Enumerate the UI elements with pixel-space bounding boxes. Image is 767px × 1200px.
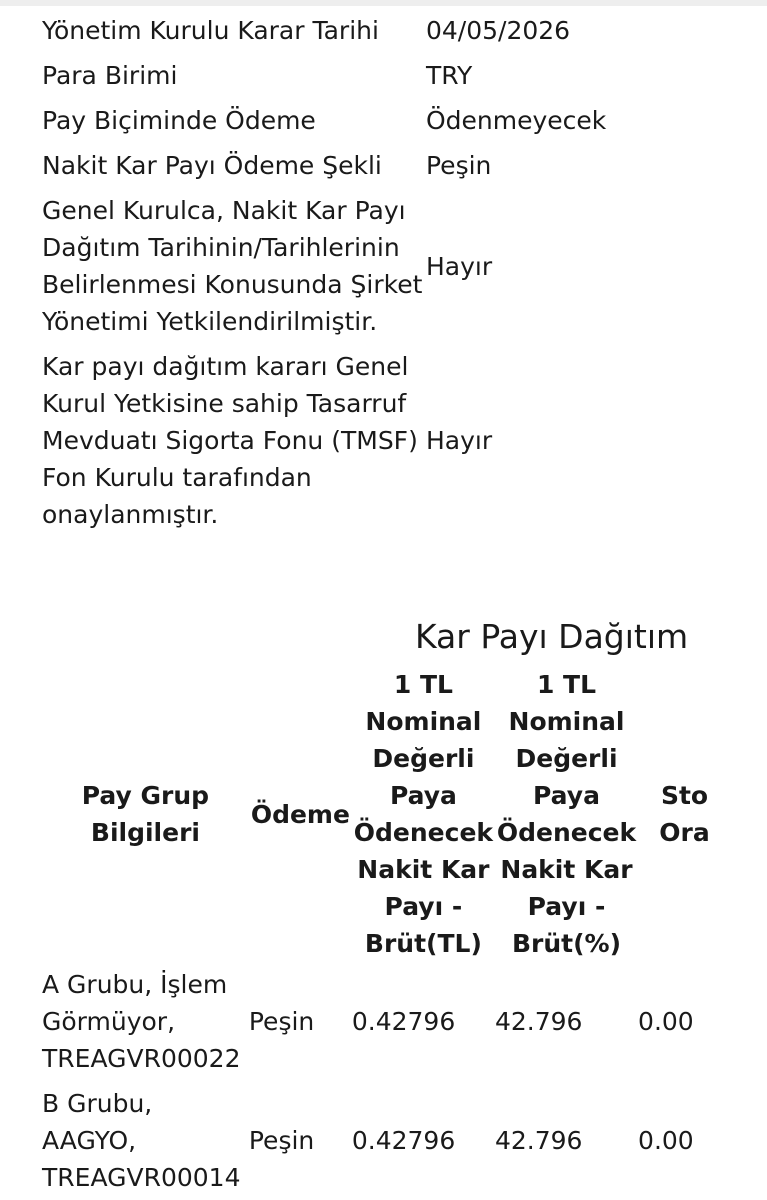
column-header-gross-pct: 1 TL Nominal Değerli Paya Ödenecek Nakit Kar Payı - Brüt(%) xyxy=(496,670,637,958)
cell-gross-tl: 0.42796 xyxy=(351,1126,456,1155)
cell-share-group: A Grubu, İşlem Görmüyor, TREAGVR00022 xyxy=(42,970,241,1073)
info-label: Para Birimi xyxy=(42,61,178,90)
dividend-table-viewport[interactable] xyxy=(0,660,731,1200)
cell-payment: Peşin xyxy=(248,1007,315,1036)
cell-payment: Peşin xyxy=(248,1126,315,1155)
table-row xyxy=(42,1081,731,1200)
cell-gross-tl: 0.42796 xyxy=(351,1007,456,1036)
info-value: 04/05/2026 xyxy=(426,16,571,45)
info-label: Nakit Kar Payı Ödeme Şekli xyxy=(42,151,382,180)
info-value: Hayır xyxy=(426,426,493,455)
column-header-withholding-rate: Sto Ora xyxy=(659,781,710,847)
column-header-gross-tl: 1 TL Nominal Değerli Paya Ödenecek Nakit Kar Payı - Brüt(TL) xyxy=(353,670,494,958)
dividend-info-table xyxy=(42,8,606,537)
column-header-share-group: Pay Grup Bilgileri xyxy=(81,781,210,847)
dividend-distribution-table xyxy=(42,666,731,1200)
info-value: Peşin xyxy=(426,151,492,180)
info-label: Genel Kurulca, Nakit Kar Payı Dağıtım Tarihinin/Tarihlerinin Belirlenmesi Konusunda Şirket Yönetimi Yetkilendirilmiştir. xyxy=(42,196,423,336)
info-row-share-payment xyxy=(42,98,606,143)
cell-share-group: B Grubu, AAGYO, TREAGVR00014 xyxy=(42,1089,241,1192)
info-label: Kar payı dağıtım kararı Genel Kurul Yetkisine sahip Tasarruf Mevduatı Sigorta Fonu (TMSF) Fon Kurulu tarafından onaylanmıştır. xyxy=(42,352,418,529)
info-value: Hayır xyxy=(426,251,493,281)
info-row-board-decision-date xyxy=(42,8,606,53)
section-title: Kar Payı Dağıtım xyxy=(415,617,689,656)
top-divider xyxy=(0,0,767,6)
info-value: TRY xyxy=(426,61,473,90)
table-row xyxy=(42,962,731,1081)
info-row-cash-payment-method xyxy=(42,143,606,188)
table-header-row xyxy=(42,666,731,962)
column-header-payment: Ödeme xyxy=(250,799,350,829)
cell-gross-pct: 42.796 xyxy=(494,1007,583,1036)
info-label: Pay Biçiminde Ödeme xyxy=(42,106,316,135)
info-value: Ödenmeyecek xyxy=(426,106,607,135)
info-row-management-authorized xyxy=(42,188,606,344)
info-row-currency xyxy=(42,53,606,98)
cell-withholding-rate: 0.00 xyxy=(638,1126,694,1155)
info-row-tmsf-approved xyxy=(42,344,606,537)
info-label: Yönetim Kurulu Karar Tarihi xyxy=(42,16,379,45)
cell-withholding-rate: 0.00 xyxy=(638,1007,694,1036)
cell-gross-pct: 42.796 xyxy=(494,1126,583,1155)
